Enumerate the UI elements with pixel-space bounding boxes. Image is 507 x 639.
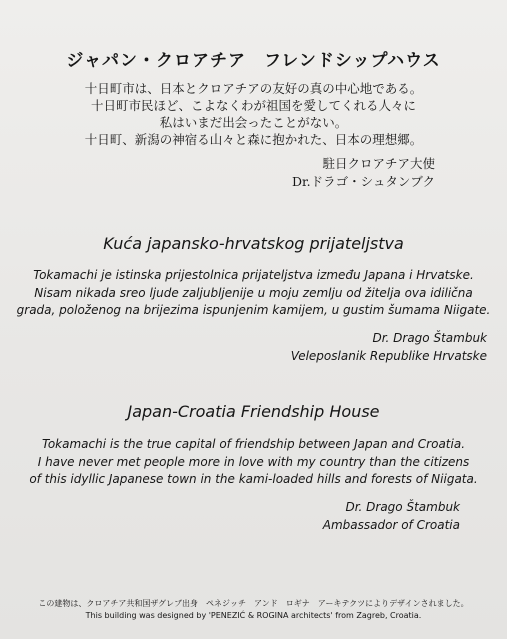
- english-signature-role: Ambassador of Croatia: [322, 518, 460, 532]
- croatian-text: [0, 267, 507, 320]
- english-title: Japan-Croatia Friendship House: [127, 402, 380, 421]
- english-signature-name: Dr. Drago Štambuk: [345, 500, 460, 514]
- japanese-line: 十日町市民ほど、こよなくわが祖国を愛してくれる人々に: [90, 98, 416, 113]
- english-line: of this idyllic Japanese town in the kami-loaded hills and forests of Niigata.: [29, 472, 478, 486]
- japanese-signature: [292, 155, 435, 191]
- croatian-signature: [291, 329, 487, 365]
- japanese-line: 十日町市は、日本とクロアチアの友好の真の中心地である。: [84, 81, 423, 96]
- english-line: I have never met people more in love with my country than the citizens: [37, 454, 470, 469]
- croatian-signature-name: Dr. Drago Štambuk: [372, 331, 487, 345]
- croatian-title: Kuća japansko-hrvatskog prijateljstva: [103, 234, 404, 253]
- croatian-line: grada, položenog na brijezima ispunjenim kamijem, u gustim šumama Niigate.: [16, 303, 491, 317]
- croatian-signature-role: Veleposlanik Republike Hrvatske: [290, 349, 487, 363]
- japanese-text: [0, 80, 507, 148]
- croatian-line: Tokamachi je istinska prijestolnica prijateljstva između Japana i Hrvatske.: [33, 268, 474, 282]
- japanese-signature-name: Dr.ドラゴ・シュタンブク: [292, 174, 435, 189]
- japanese-line: 私はいまだ出会ったことがない。: [159, 115, 348, 130]
- designer-credit-english: This building was designed by 'PENEZIĆ & ROGINA architects' from Zagreb, Croatia.: [85, 611, 422, 620]
- english-signature: [323, 498, 460, 534]
- japanese-line: 十日町、新潟の神宿る山々と森に抱かれた、日本の理想郷。: [84, 132, 423, 147]
- japanese-signature-role: 駐日クロアチア大使: [322, 156, 435, 171]
- croatian-line: Nisam nikada sreo ljude zaljubljenije u moju zemlju od žitelja ova idilična: [34, 285, 473, 300]
- designer-credit-japanese: この建物は、クロアチア共和国ザグレブ出身 ペネジッチ アンド ロギナ アーキテクツによりデザインされました。: [38, 599, 469, 608]
- japanese-title: ジャパン・クロアチア フレンドシップハウス: [66, 51, 441, 71]
- english-text: [0, 436, 507, 489]
- english-line: Tokamachi is the true capital of friendship between Japan and Croatia.: [41, 437, 466, 451]
- designer-credit: [0, 598, 507, 622]
